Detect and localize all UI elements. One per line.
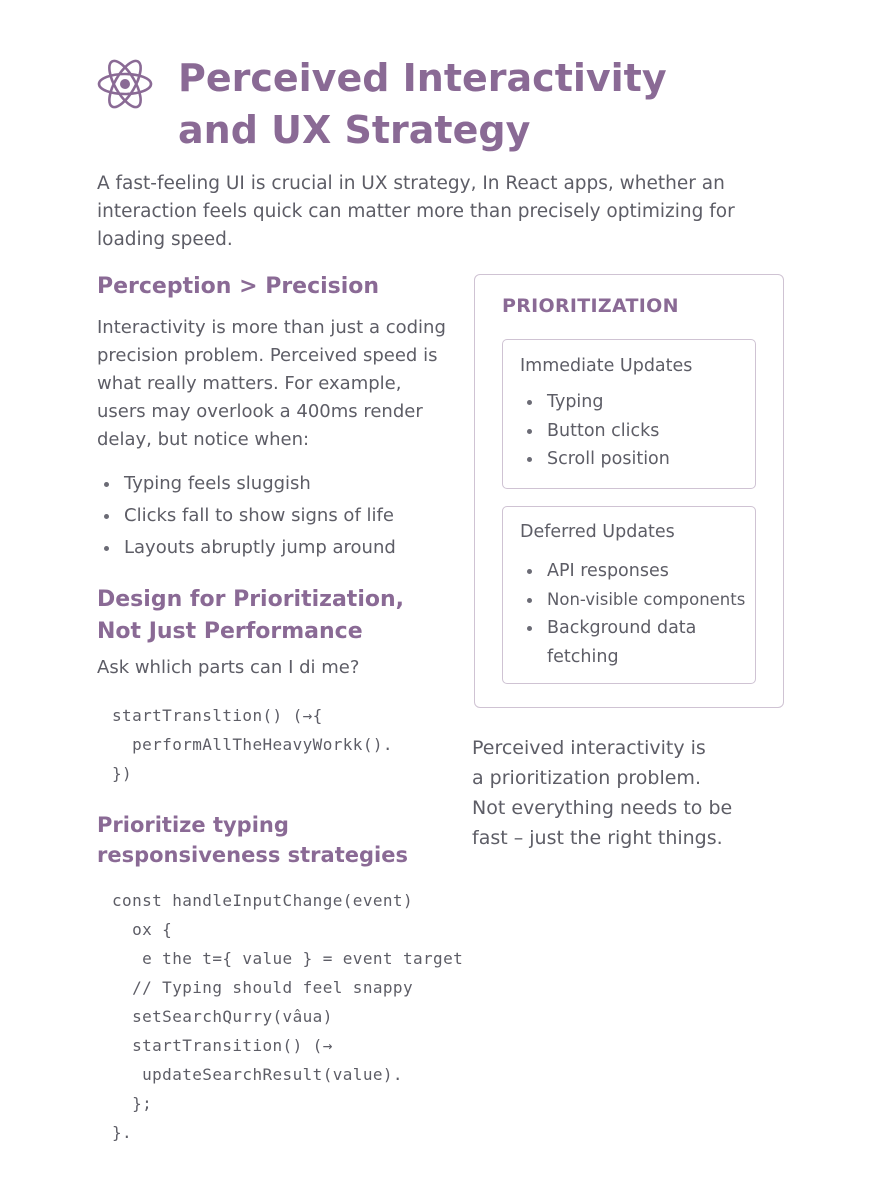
design-ask-text: Ask whlich parts can I di me? [97,657,360,678]
typing-heading-line-2: responsiveness strategies [97,843,408,867]
perception-paragraph [97,314,457,454]
page-title [178,52,818,156]
code-line: const handleInputChange(event) [112,891,413,910]
code-line: e the t={ value } = event target [112,949,464,968]
intro-paragraph [97,170,797,254]
closing-line-1: Perceived interactivity is [472,737,706,759]
code-line: }; [112,1094,153,1113]
code-line: startTransltion() (→{ [112,706,323,725]
typing-heading-line-1: Prioritize typing [97,813,289,837]
typing-code-block [112,886,463,1147]
typing-heading [97,810,408,870]
prioritization-panel-title: PRIORITIZATION [502,295,679,317]
design-code-block [112,701,393,788]
design-heading-line-2: Not Just Performance [97,619,363,644]
perception-line: what really matters. For example, [97,373,402,394]
perception-bullet-list [100,468,396,564]
perception-heading: Perception > Precision [97,274,380,299]
design-heading-line-1: Design for Prioritization, [97,587,405,612]
list-item-continuation: fetching [547,646,619,667]
deferred-updates-title: Deferred Updates [520,522,675,542]
code-line: performAllTheHeavyWorkk(). [112,735,393,754]
code-line: // Typing should feel snappy [112,978,413,997]
list-item: Button clicks [523,417,670,446]
list-item: Typing [523,388,670,417]
closing-line-2: a prioritization problem. [472,767,701,789]
react-atom-icon [96,55,154,113]
immediate-updates-box [502,339,756,489]
closing-line-3: Not everything needs to be [472,797,733,819]
list-item: Scroll position [523,445,670,474]
code-line: }. [112,1123,133,1142]
page-title-line-1: Perceived Interactivity [178,56,667,100]
intro-line-3: loading speed. [97,229,233,250]
closing-statement [472,733,812,853]
code-line: }) [112,764,133,783]
list-item: Non-visible components [523,586,745,615]
list-item: Background data [523,614,745,643]
list-item: Typing feels sluggish [100,468,396,500]
perception-line: precision problem. Perceived speed is [97,345,438,366]
immediate-updates-title: Immediate Updates [520,356,693,376]
intro-line-2: interaction feels quick can matter more than precisely optimizing for [97,201,735,222]
immediate-updates-list [523,388,670,474]
code-line: setSearchQurry(vâua) [112,1007,333,1026]
code-line: updateSearchResult(value). [112,1065,403,1084]
perception-line: delay, but notice when: [97,429,310,450]
deferred-updates-list [523,557,745,671]
prioritization-panel [474,274,784,708]
page-title-line-2: and UX Strategy [178,108,531,152]
list-item: Clicks fall to show signs of life [100,500,396,532]
list-item: API responses [523,557,745,586]
closing-line-4: fast – just the right things. [472,827,723,849]
design-heading [97,584,404,648]
list-item: Layouts abruptly jump around [100,532,396,564]
code-line: startTransition() (→ [112,1036,333,1055]
code-line: ox { [112,920,173,939]
perception-line: Interactivity is more than just a coding [97,317,446,338]
intro-line-1: A fast-feeling UI is crucial in UX strategy, In React apps, whether an [97,173,725,194]
deferred-updates-box [502,506,756,684]
perception-line: users may overlook a 400ms render [97,401,423,422]
